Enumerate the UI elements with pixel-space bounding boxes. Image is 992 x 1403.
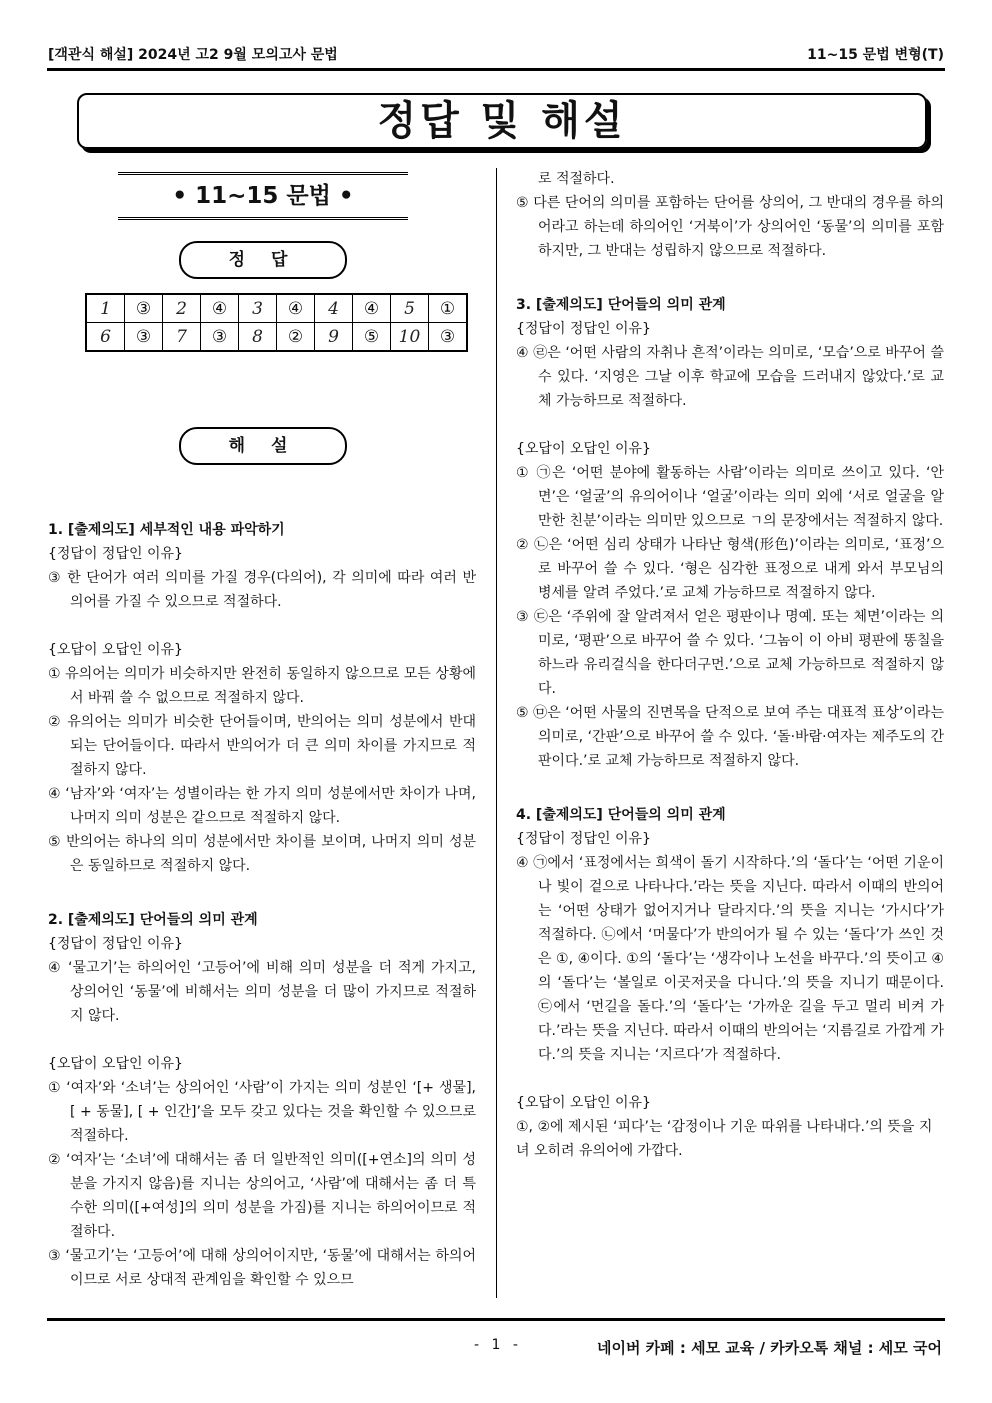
answer-question-number: 2 [163,294,201,323]
answer-choice: ④ [201,294,239,323]
question-heading: 1. [출제의도] 세부적인 내용 파악하기 [48,522,285,538]
explanation-text: {오답이 오답인 이유} [516,1095,651,1111]
spacer [516,1067,944,1091]
answer-label: 정 답 [179,241,347,279]
answer-question-number: 8 [239,323,277,352]
answer-question-number: 10 [391,323,429,352]
spacer [516,773,944,803]
explanation-text: {오답이 오답인 이유} [48,642,183,658]
explanation-text: {정답이 정답인 이유} [516,321,651,337]
explanation-text: ①, ②에 제시된 ‘피다’는 ‘감정이나 기운 따위를 나타내다.’의 뜻을 지녀 오히려 유의어에 가깝다. [516,1119,933,1159]
explanation-item: ② ‘여자’는 ‘소녀’에 대해서는 좀 더 일반적인 의미([+연소]의 의미 성분을 가지지 않음)를 지니는 상의어고, ‘사람’에 대해서는 좀 더 특수한 의미([+여성]의 의미 성분을 가짐)를 지니는 하의어이므로 적절하다. [48,1152,476,1240]
footer-rule [47,1318,945,1321]
explanation-item: ④ ㉠에서 ‘표정에서는 희색이 돌기 시작하다.’의 ‘돌다’는 ‘어떤 기운이나 빛이 겉으로 나타나다.’라는 뜻을 지닌다. 따라서 이때의 반의어는 ‘어떤 상태가 없어지거나 달라지다.’의 뜻을 지니는 ‘가시다’가 적절하다. ㉡에서 ‘머물다’가 반의어가 될 수 있는 ‘돌다’가 쓰인 것은 ①, ④이다. ①의 ‘돌다’는 ‘생각이나 노선을 바꾸다.’의 뜻이고 ④의 ‘돌다’는 ‘볼일로 이곳저곳을 다니다.’의 뜻을 지니기 때문이다. ㉢에서 ‘먼길을 돌다.’의 ‘돌다’는 ‘가까운 길을 두고 멀리 비켜 가다.’라는 뜻을 지닌다. 따라서 이때의 반의어는 ‘지름길로 가깝게 가다.’의 뜻을 지니는 ‘지르다’가 적절하다. [516,855,944,1063]
explanation-text: {정답이 정답인 이유} [48,546,183,562]
answer-choice: ② [277,323,315,352]
header-rule [47,68,945,71]
answer-question-number: 5 [391,294,429,323]
answer-choice: ⑤ [353,323,391,352]
answer-row-1 [86,294,467,323]
answer-question-number: 7 [163,323,201,352]
answer-choice: ① [429,294,468,323]
explanation-item: ① ㉠은 ‘어떤 분야에 활동하는 사람’이라는 의미로 쓰이고 있다. ‘안면’은 ‘얼굴’의 유의어이나 ‘얼굴’이라는 의미 외에 ‘서로 얼굴을 알 만한 친분’이라는 의미만 있으므로 ㄱ의 문장에서는 적절하지 않다. [516,465,944,529]
spacer [516,413,944,437]
title-box [77,93,927,149]
right-column [516,167,944,1163]
explain-label: 해 설 [179,427,347,465]
section-title-box [118,172,408,220]
spacer [48,878,476,908]
header-left: [객관식 해설] 2024년 고2 9월 모의고사 문법 [48,47,338,63]
page-title: 정답 및 해설 [377,98,627,144]
answer-choice: ③ [429,323,468,352]
answer-choice: ③ [201,323,239,352]
footer-credit: 네이버 카페 : 세모 교육 / 카카오톡 채널 : 세모 국어 [596,1339,942,1357]
explanation-text: {오답이 오답인 이유} [516,441,651,457]
spacer [516,263,944,293]
explanation-item: ② ㉡은 ‘어떤 심리 상태가 나타난 형색(形色)’이라는 의미로, ‘표정’으로 바꾸어 쓸 수 있다. ‘형은 심각한 표정으로 내게 와서 부모님의 병세를 알려 주었다.’로 교체 가능하므로 적절하지 않다. [516,537,944,601]
answer-question-number: 3 [239,294,277,323]
explanation-item: ③ ‘물고기’는 ‘고등어’에 대해 상의어이지만, ‘동물’에 대해서는 하의어이므로 서로 상대적 관계임을 확인할 수 있으므 [48,1248,476,1288]
explanation-item: ④ ㉣은 ‘어떤 사람의 자취나 흔적’이라는 의미로, ‘모습’으로 바꾸어 쓸 수 있다. ‘지영은 그날 이후 학교에 모습을 드러내지 않았다.’로 교체 가능하므로 적절하다. [516,345,944,409]
section-title: • 11~15 문법 • [172,183,354,209]
answer-choice: ③ [125,323,163,352]
question-heading: 2. [출제의도] 단어들의 의미 관계 [48,912,258,928]
column-divider [496,168,497,1298]
question-heading: 3. [출제의도] 단어들의 의미 관계 [516,297,726,313]
explanation-item: ④ ‘물고기’는 하의어인 ‘고등어’에 비해 의미 성분을 더 적게 가지고, 상의어인 ‘동물’에 비해서는 의미 성분을 더 많이 가지므로 적절하지 않다. [48,960,476,1024]
left-column [48,518,476,1292]
explanation-item: ⑤ 다른 단어의 의미를 포함하는 단어를 상의어, 그 반대의 경우를 하의어라고 하는데 하의어인 ‘거북이’가 상의어인 ‘동물’의 의미를 포함하지만, 그 반대는 성립하지 않으므로 적절하다. [516,195,944,259]
explanation-text: 로 적절하다. [538,171,615,187]
explanation-text: {정답이 정답인 이유} [516,831,651,847]
answer-row-2 [86,323,467,352]
explanation-item: ③ 한 단어가 여러 의미를 가질 경우(다의어), 각 의미에 따라 여러 반의어를 가질 수 있으므로 적절하다. [48,570,476,610]
page-number: - 1 - [474,1337,522,1353]
explanation-item: ③ ㉢은 ‘주위에 잘 알려져서 얻은 평판이나 명예. 또는 체면’이라는 의미로, ‘평판’으로 바꾸어 쓸 수 있다. ‘그놈이 이 아비 평판에 똥칠을 하느라 유리걸식을 한다더구먼.’으로 교체 가능하므로 적절하지 않다. [516,609,944,697]
explanation-text: {오답이 오답인 이유} [48,1056,183,1072]
answer-choice: ④ [277,294,315,323]
answer-table [85,293,468,352]
explanation-item: ⑤ ㉤은 ‘어떤 사물의 진면목을 단적으로 보여 주는 대표적 표상’이라는 의미로, ‘간판’으로 바꾸어 쓸 수 있다. ‘돌·바람·여자는 제주도의 간판이다.’로 교체 가능하므로 적절하지 않다. [516,705,944,769]
answer-question-number: 1 [86,294,125,323]
answer-choice: ④ [353,294,391,323]
answer-choice: ③ [125,294,163,323]
explanation-item: ④ ‘남자’와 ‘여자’는 성별이라는 한 가지 의미 성분에서만 차이가 나며, 나머지 의미 성분은 같으므로 적절하지 않다. [48,786,476,826]
explanation-item: ① ‘여자’와 ‘소녀’는 상의어인 ‘사람’이 가지는 의미 성분인 ‘[+ 생물], [ + 동물], [ + 인간]’을 모두 갖고 있다는 것을 확인할 수 있으므로 적절하다. [48,1080,476,1144]
explanation-item: ⑤ 반의어는 하나의 의미 성분에서만 차이를 보이며, 나머지 의미 성분은 동일하므로 적절하지 않다. [48,834,476,874]
header-right: 11~15 문법 변형(T) [807,47,944,63]
answer-question-number: 6 [86,323,125,352]
spacer [48,1028,476,1052]
spacer [48,614,476,638]
explanation-text: {정답이 정답인 이유} [48,936,183,952]
question-heading: 4. [출제의도] 단어들의 의미 관계 [516,807,726,823]
answer-question-number: 4 [315,294,353,323]
explanation-item: ② 유의어는 의미가 비슷한 단어들이며, 반의어는 의미 성분에서 반대되는 단어들이다. 따라서 반의어가 더 큰 의미 차이를 가지므로 적절하지 않다. [48,714,476,778]
answer-question-number: 9 [315,323,353,352]
explanation-item: ① 유의어는 의미가 비슷하지만 완전히 동일하지 않으므로 모든 상황에서 바꿔 쓸 수 없으므로 적절하지 않다. [48,666,476,706]
